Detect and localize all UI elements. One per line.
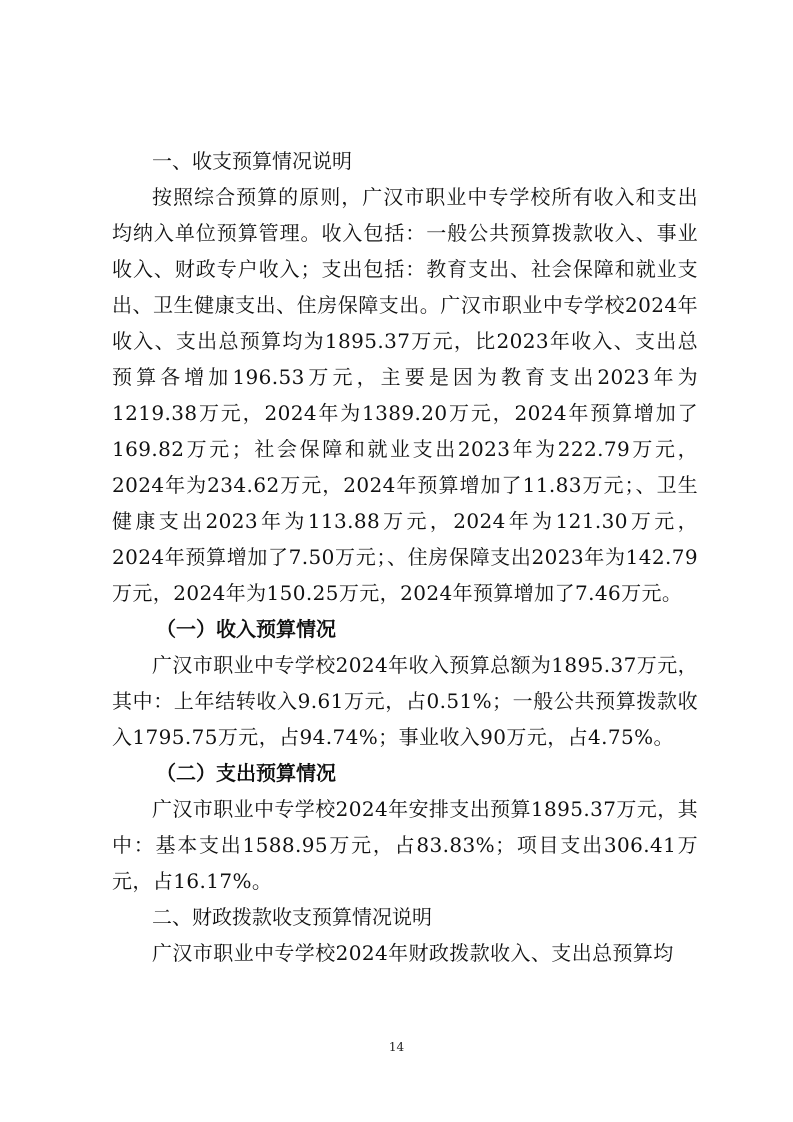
subsection-heading-income-budget: （一）收入预算情况 xyxy=(156,617,336,641)
section-heading-budget-overview: 一、收支预算情况说明 xyxy=(152,149,352,173)
paragraph-income-budget: 广汉市职业中专学校2024年收入预算总额为1895.37万元，其中：上年结转收入9.61万元，占0.51%；一般公共预算拨款收入1795.75万元，占94.74%；事业收入90万元，占4.75%。 xyxy=(112,653,699,749)
document-body xyxy=(112,143,698,971)
subsection-heading-expenditure-budget: （二）支出预算情况 xyxy=(156,761,336,785)
page-number: 14 xyxy=(388,1040,405,1054)
paragraph-expenditure-budget: 广汉市职业中专学校2024年安排支出预算1895.37万元，其中：基本支出1588.95万元，占83.83%；项目支出306.41万元，占16.17%。 xyxy=(112,797,699,893)
paragraph-fiscal-appropriation: 广汉市职业中专学校2024年财政拨款收入、支出总预算均 xyxy=(152,941,674,965)
paragraph-budget-overview: 按照综合预算的原则，广汉市职业中专学校所有收入和支出均纳入单位预算管理。收入包括：一般公共预算拨款收入、事业收入、财政专户收入；支出包括：教育支出、社会保障和就业支出、卫生健康支出、住房保障支出。广汉市职业中专学校2024年收入、支出总预算均为1895.37万元，比2023年收入、支出总预算各增加196.53万元，主要是因为教育支出2023年为1219.38万元，2024年为1389.20万元，2024年预算增加了169.82万元；社会保障和就业支出2023年为222.79万元，2024年为234.62万元，2024年预算增加了11.83万元；、卫生健康支出2023年为113.88万元，2024年为121.30万元，2024年预算增加了7.50万元；、住房保障支出2023年为142.79万元，2024年为150.25万元，2024年预算增加了7.46万元。 xyxy=(112,185,698,605)
section-heading-fiscal-appropriation: 二、财政拨款收支预算情况说明 xyxy=(152,905,432,929)
